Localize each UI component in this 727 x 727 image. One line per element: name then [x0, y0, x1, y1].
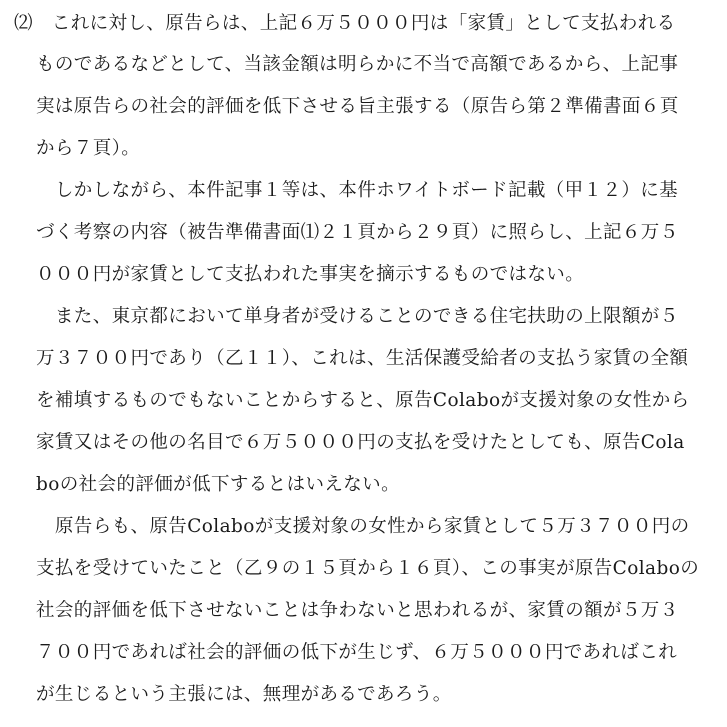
text-line-17: が生じるという主張には、無理があるであろう。 [36, 684, 452, 705]
text-line-1: ⑵ これに対し、原告らは、上記６万５０００円は「家賃」として支払われる [14, 13, 676, 34]
text-line-13: 原告らも、原告Colaboが支援対象の女性から家賃として５万３７００円の [36, 516, 690, 537]
text-line-11: 家賃又はその他の名目で６万５０００円の支払を受けたとしても、原告Cola [36, 432, 685, 453]
text-line-16: ７００円であれば社会的評価の低下が生じず、６万５０００円であればこれ [36, 642, 678, 663]
text-line-10: を補填するものでもないことからすると、原告Colaboが支援対象の女性から [36, 390, 690, 411]
text-line-7: ０００円が家賃として支払われた事実を摘示するものではない。 [36, 264, 585, 285]
text-line-15: 社会的評価を低下させないことは争わないと思われるが、家賃の額が５万３ [36, 600, 679, 621]
text-line-12: boの社会的評価が低下するとはいえない。 [36, 474, 400, 495]
text-line-14: 支払を受けていたこと（乙９の１５頁から１６頁）、この事実が原告Colaboの [36, 558, 700, 579]
text-line-6: づく考察の内容（被告準備書面⑴２１頁から２９頁）に照らし、上記６万５ [36, 222, 679, 243]
text-line-5: しかしながら、本件記事１等は、本件ホワイトボード記載（甲１２）に基 [36, 180, 679, 201]
text-line-4: から７頁）。 [36, 138, 141, 159]
text-line-9: 万３７００円であり（乙１１）、これは、生活保護受給者の支払う家賃の全額 [36, 348, 689, 369]
text-line-8: また、東京都において単身者が受けることのできる住宅扶助の上限額が５ [36, 306, 679, 327]
text-line-2: ものであるなどとして、当該金額は明らかに不当で高額であるから、上記事 [36, 54, 679, 75]
text-line-3: 実は原告らの社会的評価を低下させる旨主張する（原告ら第２準備書面６頁 [36, 96, 679, 117]
